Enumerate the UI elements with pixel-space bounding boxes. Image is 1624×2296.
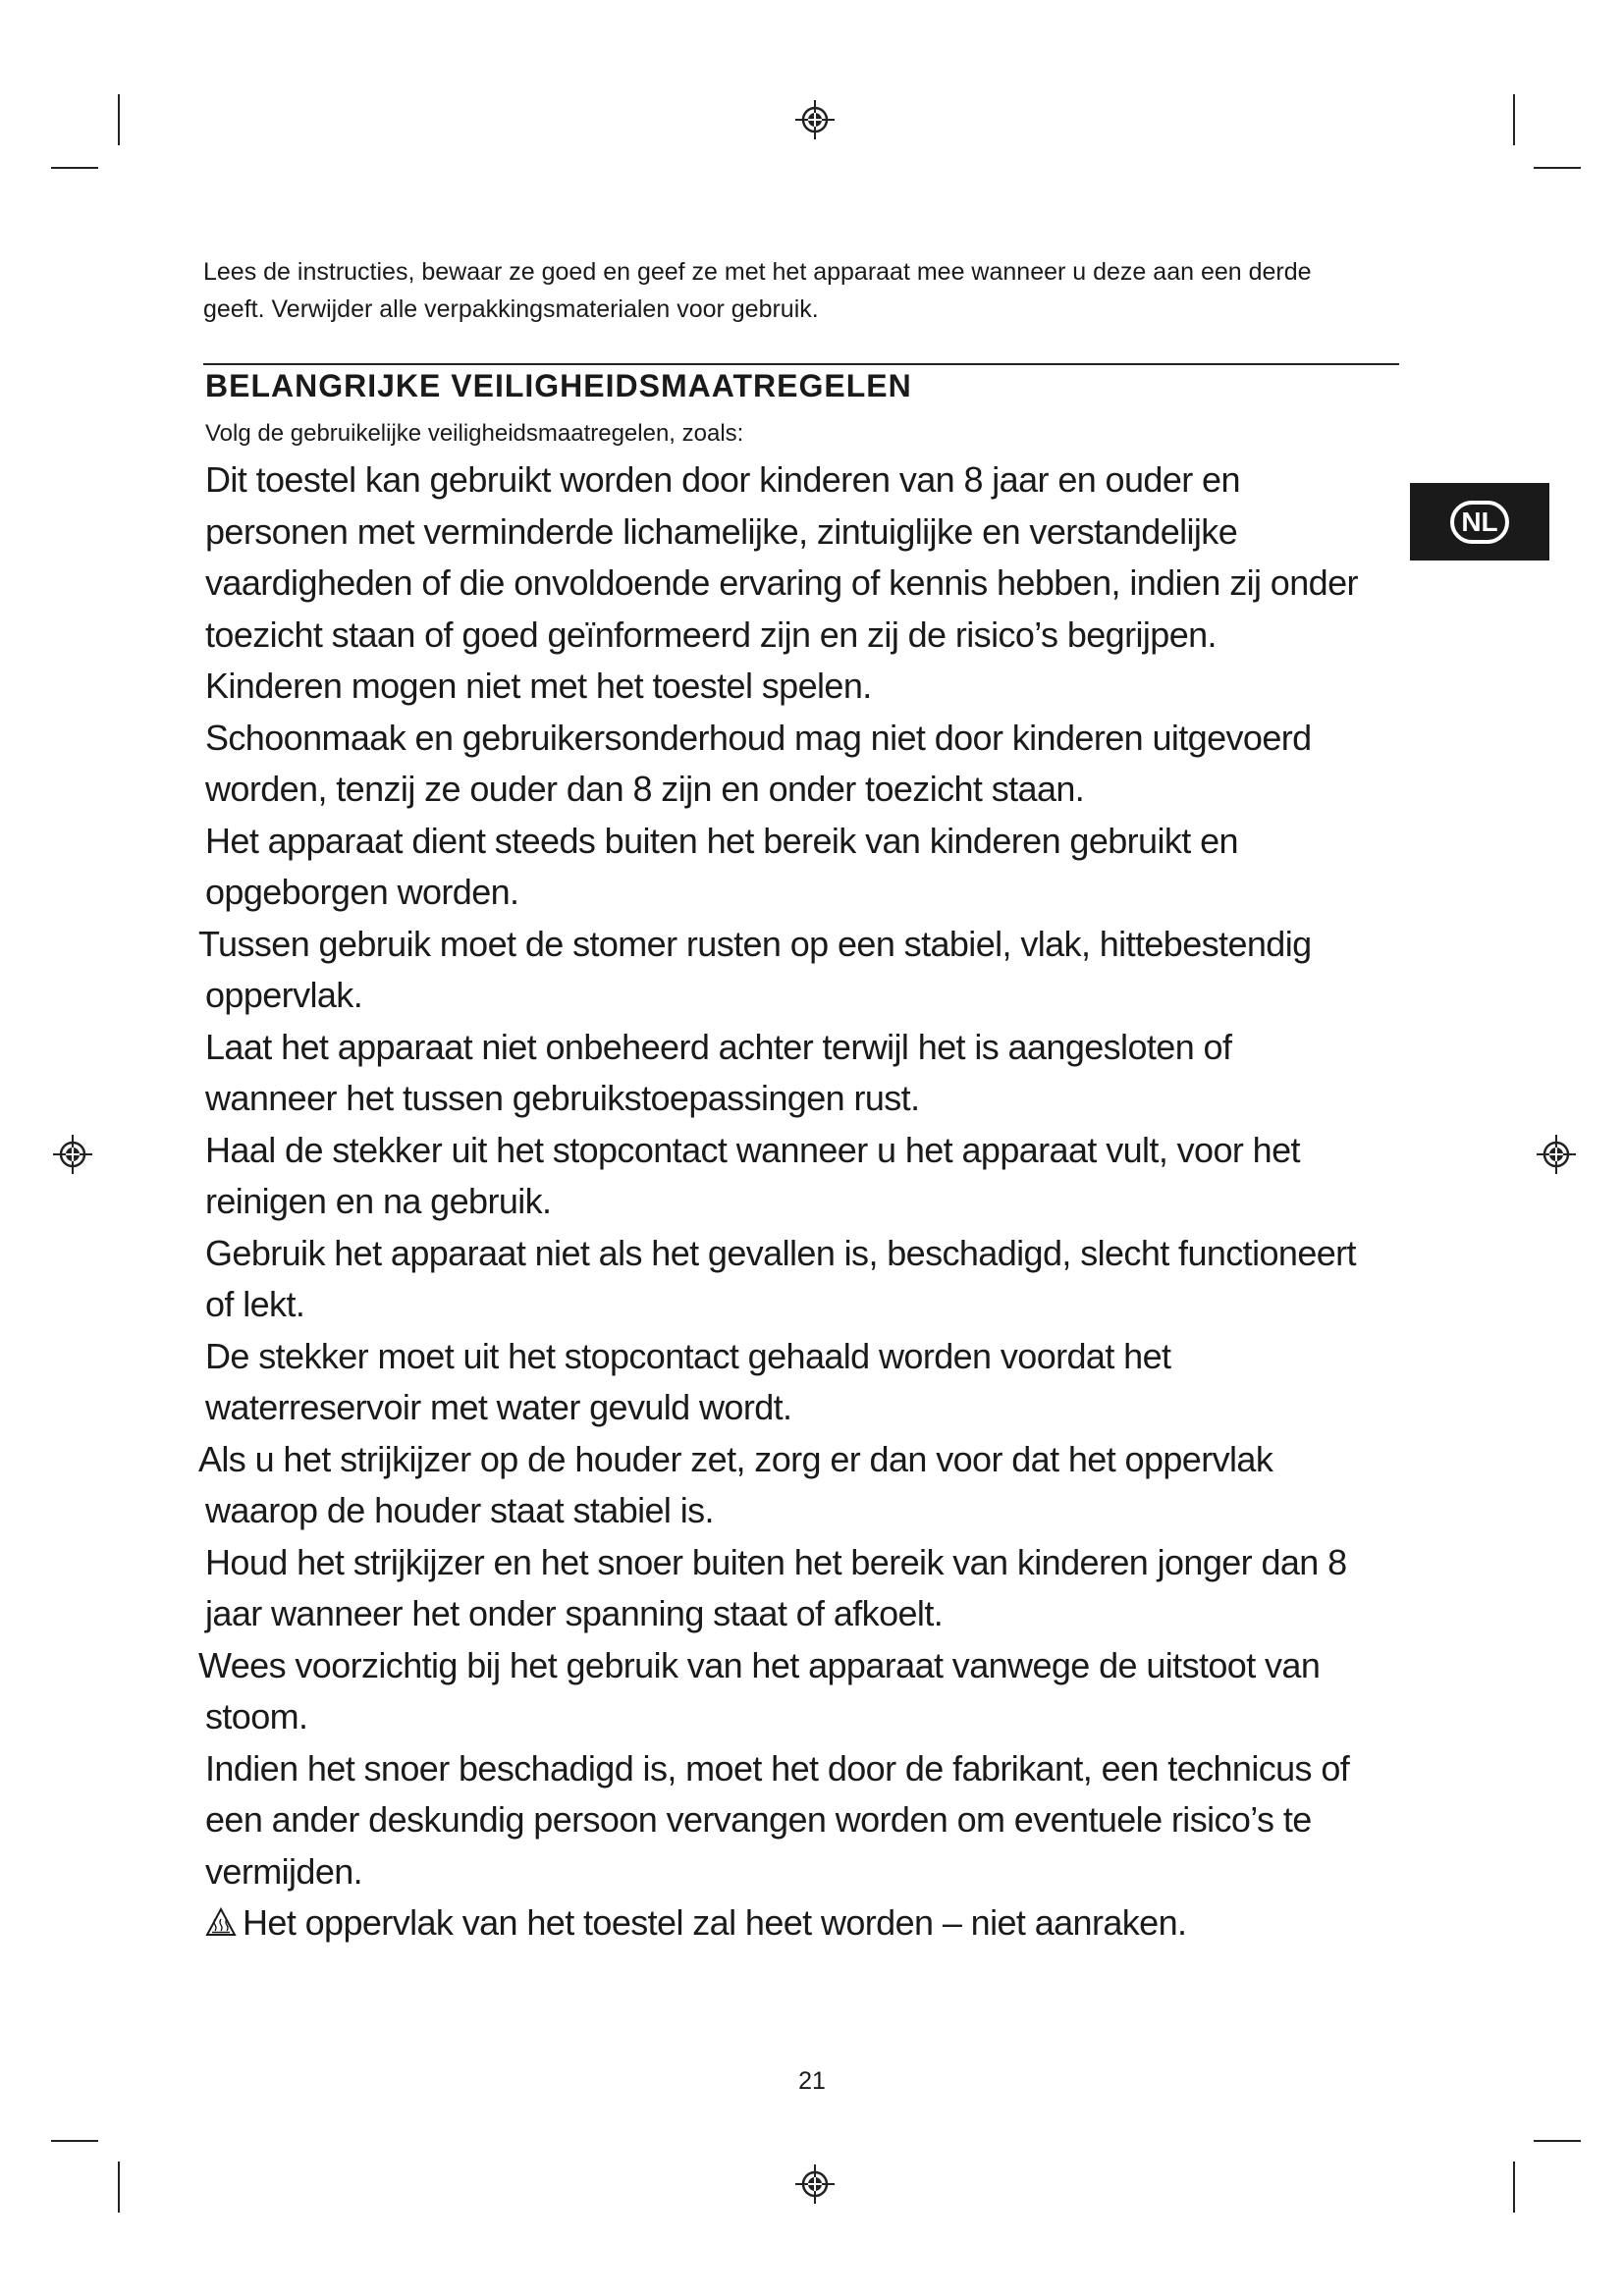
hot-surface-warning [201,1897,1409,1949]
intro-paragraph: Lees de instructies, bewaar ze goed en geef ze met het apparaat mee wanneer u deze aan een derde geeft. Verwijder alle verpakkingsmaterialen voor gebruik. [203,258,1312,323]
safety-item [201,713,1409,816]
safety-item-line: Het apparaat dient steeds buiten het bereik van kinderen gebruikt en [205,820,1238,861]
hot-surface-warning-icon [205,1907,237,1937]
crop-mark-bottom-right-horizontal [1534,2140,1581,2142]
safety-item-line: Kinderen mogen niet met het toestel spelen. [205,666,872,706]
registration-mark-left-icon [53,1135,92,1174]
registration-mark-top-icon [795,100,835,139]
safety-item [201,1228,1409,1331]
safety-item [201,1743,1409,1898]
crop-mark-bottom-left-vertical [118,2162,120,2213]
safety-item-line: worden, tenzij ze ouder dan 8 zijn en onder toezicht staan. [205,769,1085,809]
safety-item-line: Laat het apparaat niet onbeheerd achter terwijl het is aangesloten of [205,1026,1232,1067]
safety-item-line: Tussen gebruik moet de stomer rusten op een stabiel, vlak, hittebestendig [198,923,1312,964]
safety-item-line: opgeborgen worden. [205,872,519,912]
safety-item-line: Houd het strijkijzer en het snoer buiten het bereik van kinderen jonger dan 8 [205,1541,1347,1582]
safety-item-line: waterreservoir met water gevuld wordt. [205,1387,792,1427]
safety-item-line: wanneer het tussen gebruikstoepassingen rust. [205,1078,920,1118]
safety-item [201,454,1409,661]
section-title: BELANGRIJKE VEILIGHEIDSMAATREGELEN [205,368,912,403]
safety-item-line: oppervlak. [205,975,363,1015]
safety-item-line: jaar wanneer het onder spanning staat of afkoelt. [205,1593,944,1633]
safety-item-line: toezicht staan of goed geïnformeerd zijn en zij de risico’s begrijpen. [205,614,1217,655]
safety-item-line: Haal de stekker uit het stopcontact wanneer u het apparaat vult, voor het [205,1129,1300,1170]
safety-item-line: Schoonmaak en gebruikersonderhoud mag niet door kinderen uitgevoerd [205,717,1312,758]
safety-item [198,1434,1409,1537]
safety-item-line: vaardigheden of die onvoldoende ervaring of kennis hebben, indien zij onder [205,562,1358,603]
safety-item [201,1022,1409,1125]
safety-item [201,816,1409,919]
crop-mark-top-left-vertical [118,94,120,145]
safety-item-line: Wees voorzichtig bij het gebruik van het apparaat vanwege de uitstoot van [198,1644,1321,1685]
safety-list [198,454,1409,1949]
safety-item-line: waarop de houder staat stabiel is. [205,1490,714,1530]
safety-item-line: een ander deskundig persoon vervangen worden om eventuele risico’s te [205,1799,1312,1840]
safety-item-line: Gebruik het apparaat niet als het gevallen is, beschadigd, slecht functioneert [205,1232,1356,1273]
safety-item-line: Als u het strijkijzer op de houder zet, zorg er dan voor dat het oppervlak [198,1438,1273,1479]
safety-item-line: Dit toestel kan gebruikt worden door kinderen van 8 jaar en ouder en [205,459,1240,500]
warning-text: Het oppervlak van het toestel zal heet worden – niet aanraken. [243,1902,1187,1943]
crop-mark-top-right-vertical [1513,94,1515,145]
safety-item [201,1537,1409,1640]
safety-item [201,1125,1409,1228]
crop-mark-top-right-horizontal [1534,167,1581,169]
safety-item-line: personen met verminderde lichamelijke, zintuiglijke en verstandelijke [205,510,1238,552]
registration-mark-bottom-icon [795,2164,835,2204]
language-badge: NL [1450,501,1509,544]
safety-item [201,661,1409,713]
safety-item-line: reinigen en na gebruik. [205,1181,552,1221]
safety-item-line: of lekt. [205,1284,305,1324]
safety-item-line: vermijden. [205,1850,363,1892]
section-divider [203,363,1399,365]
safety-item-line: De stekker moet uit het stopcontact gehaald worden voordat het [205,1335,1171,1376]
crop-mark-bottom-left-horizontal [51,2140,98,2142]
crop-mark-top-left-horizontal [51,167,98,169]
safety-item-line: stoom. [205,1696,308,1736]
language-tab [1410,483,1549,561]
page-number: 21 [798,2067,826,2095]
intro-block [203,253,1401,328]
crop-mark-bottom-right-vertical [1513,2162,1515,2213]
section-subtitle: Volg de gebruikelijke veiligheidsmaatregelen, zoals: [205,420,744,447]
safety-item [198,1640,1409,1743]
safety-item [198,919,1409,1022]
safety-item-line: Indien het snoer beschadigd is, moet het door de fabrikant, een technicus of [205,1747,1350,1789]
registration-mark-right-icon [1537,1135,1576,1174]
safety-item [201,1331,1409,1434]
